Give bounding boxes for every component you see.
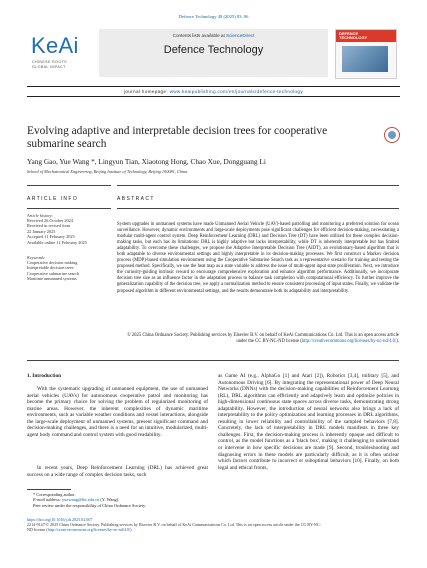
copyright-end: ).: [396, 339, 399, 345]
divider: [27, 208, 111, 209]
contents-line: [99, 33, 328, 38]
intro-paragraph-1: With the systematic upgrading of unmanned equipment, the use of unmanned aerial vehicles (UAVs) for autonomous cooperative patrol and monitoring has become the primary choice for solving the problem of regularized monitoring of marine areas. However, the inherent complexities of dynamic maritime environments, such as variable weather conditions and vessel interactions, alongside the large-scale deployment of unmanned systems, present significant command and decision-making challenges, and there is a need for an intuitive, modularized, multi-agent body command and control system with good readability.: [27, 386, 208, 438]
keywords: [27, 255, 111, 282]
history-item: 22 January 2025: [27, 228, 56, 234]
sciencedirect-link[interactable]: ScienceDirect: [226, 33, 255, 38]
tagline-line-1: CHINESE ROOTS: [32, 60, 67, 64]
license-link[interactable]: http://creativecommons.org/licenses/by-nc-nd/4.0/: [301, 339, 397, 345]
journal-cover[interactable]: [335, 29, 397, 79]
doi-link[interactable]: https://doi.org/10.1016/j.dt.2025.02.007: [27, 517, 93, 522]
divider: [27, 360, 399, 361]
keyword-item: Cooperative decision making: [27, 260, 78, 265]
homepage-link[interactable]: www.keaipublishing.com/en/journals/defence-technology: [169, 88, 303, 94]
article-info-heading: ARTICLE INFO: [27, 196, 79, 202]
footer-license-link[interactable]: http://creativecommons.org/licenses/by-nc-nd/4.0/: [47, 527, 131, 532]
divider: [27, 185, 111, 186]
peer-review-note: Peer review under the responsibility of China Ordnance Society.: [33, 502, 146, 508]
email-link[interactable]: yuewang@bit.edu.cn: [62, 497, 100, 503]
contents-prefix: Contents lists available at: [172, 33, 227, 38]
homepage-prefix: journal homepage:: [124, 88, 170, 94]
masthead: [27, 29, 400, 80]
history-item: Accepted 11 February 2025: [27, 234, 75, 240]
article-history: [27, 213, 111, 245]
publisher-tagline: [32, 60, 67, 69]
footnote-divider: [27, 489, 71, 490]
abstract-text: System upgrades in unmanned systems have made Unmanned Aerial Vehicle (UAV)-based patrolling and monitoring a preferred solution for ocean surveillance. However, dynamic environments and large-scale deployments pose significant challenges for efficient decision-making, necessitating a modular multi-agent control system. Deep Reinforcement Learning (DRL) and Decision Tree (DT) have been utilized for these complex decision-making tasks, but each has its limitations: DRL is highly adaptive but lacks interpretability, while DT is inherently interpretable but has limited adaptability. To overcome these challenges, we propose the Adaptive Interpretable Decision Tree (AIDT), an evolutionary-based algorithm that is both adaptable to diverse environmental settings and highly interpretable in its decision-making processes. We first construct a Markov decision process (MDP)-based simulation environment using the Cooperative Submarine Search task as a representative scenario for training and testing the proposed method. Specifically, we use the heat map as a state variable to address the issue of multi-agent input state proliferation. Next, we introduce the curiosity-guiding intrinsic reward to encourage comprehensive exploration and enhance algorithm performance. Additionally, we incorporate decision tree size as an influence factor in the adaptation process to balance task completion with computational efficiency. To further improve the generalization capability of the decision tree, we apply a normalization method to ensure consistent processing of input states. Finally, we validate the proposed algorithm in different environmental settings, and the results demonstrate both its adaptability and interpretability.: [117, 222, 399, 294]
intro-right-column: as Game AI (e.g., AlphaGo [1] and Atari [2]), Robotics [3,4], military [5], and Autonomous Driving [6]. By integrating the representational power of Deep Neural Networks (DNNs) with the decision-making capabilities of Reinforcement Learning (RL), DRL algorithms can efficiently and adaptively learn and optimize policies in high-dimensional continuous state spaces across diverse tasks, demonstrating strong adaptability. However, the introduction of neural networks also brings a lack of interpretability to the policy optimization and learning processes in DRL algorithms, resulting in lower reliability and controllability of the sampled behaviors [7,8]. Concretely, the lack of interpretability in DRL models manifests in three key challenges. First, the decision-making process is inherently opaque and difficult to control, as the model functions as a 'black box', making it challenging to understand or intervene in how specific decisions are made [9]. Second, troubleshooting and diagnosing errors in these models are particularly difficult, as it is often unclear which factors contribute to incorrect or suboptimal behaviors [10]. Finally, on both legal and ethical fronts,: [218, 373, 399, 471]
journal-banner: [99, 29, 328, 77]
homepage-line: [27, 89, 400, 94]
paper-title: Evolving adaptive and interpretable decision trees for cooperative submarine search: [27, 125, 328, 150]
cover-title-line-1: DEFENCE: [339, 31, 359, 36]
cover-title-line-2: TECHNOLOGY: [339, 35, 368, 41]
corresponding-author: * Corresponding author.: [33, 492, 76, 497]
tagline-line-2: GLOBAL IMPACT: [32, 64, 66, 69]
email-suffix: (Y. Wang).: [99, 497, 120, 503]
keyword-item: Interpretable decision trees: [27, 265, 74, 271]
email-label: E-mail address:: [33, 497, 63, 503]
keywords-label: Keywords:: [27, 255, 46, 260]
journal-title[interactable]: Defence Technology: [163, 44, 264, 56]
footer-line-2: [27, 527, 399, 532]
keai-logo-text: KeAi: [31, 33, 79, 58]
history-item: Available online 12 February 2025: [27, 239, 87, 245]
abstract-copyright: [117, 333, 399, 345]
homepage-bar: [27, 86, 400, 97]
publisher-logo[interactable]: [27, 29, 95, 80]
history-item: Received 26 October 2024: [27, 218, 73, 223]
copyright-text: © 2025 China Ordnance Society. Publishing services by Elsevier B.V. on behalf of KeAi Communications Co. Ltd. This is an open access article under the CC BY-NC-ND license (: [127, 333, 399, 345]
history-item: Received in revised form: [27, 223, 71, 229]
keyword-item: Maritime unmanned systems: [27, 276, 77, 282]
footer-license-prefix: ND license (: [27, 527, 48, 532]
author-list: Yang Gao, Yue Wang *, Lingyun Tian, Xiaotong Hong, Chao Xue, Dongguang Li: [27, 157, 266, 166]
divider: [117, 185, 399, 186]
cover-image: [342, 46, 388, 72]
footer-line-1: 2214-9147/© 2025 China Ordnance Society. Publishing services by Elsevier B.V. on behalf of KeAi Communications Co. Ltd. This is an open access article under the CC BY-NC-: [27, 522, 321, 527]
cover-title: [339, 32, 367, 40]
section-heading: 1. Introduction: [27, 373, 62, 379]
intro-paragraph-2: In recent years, Deep Reinforcement Learning (DRL) has achieved great success on a wide range of complex decision tasks, such: [27, 465, 208, 478]
footer-license-suffix: ).: [130, 527, 133, 532]
history-label: Article history:: [27, 213, 54, 218]
footnotes: [27, 492, 208, 508]
page-footer: [27, 517, 399, 532]
journal-citation[interactable]: Defence Technology 48 (2025) 83–96: [178, 14, 249, 19]
crossmark-inner: [388, 131, 396, 139]
keyword-item: Cooperative submarine search: [27, 270, 80, 276]
abstract-heading: ABSTRACT: [117, 196, 155, 202]
affiliation: School of Mechatronical Engineering, Beijing Institute of Technology, Beijing 100081, China: [27, 169, 188, 174]
divider: [117, 208, 399, 209]
crossmark-icon[interactable]: [384, 127, 400, 143]
